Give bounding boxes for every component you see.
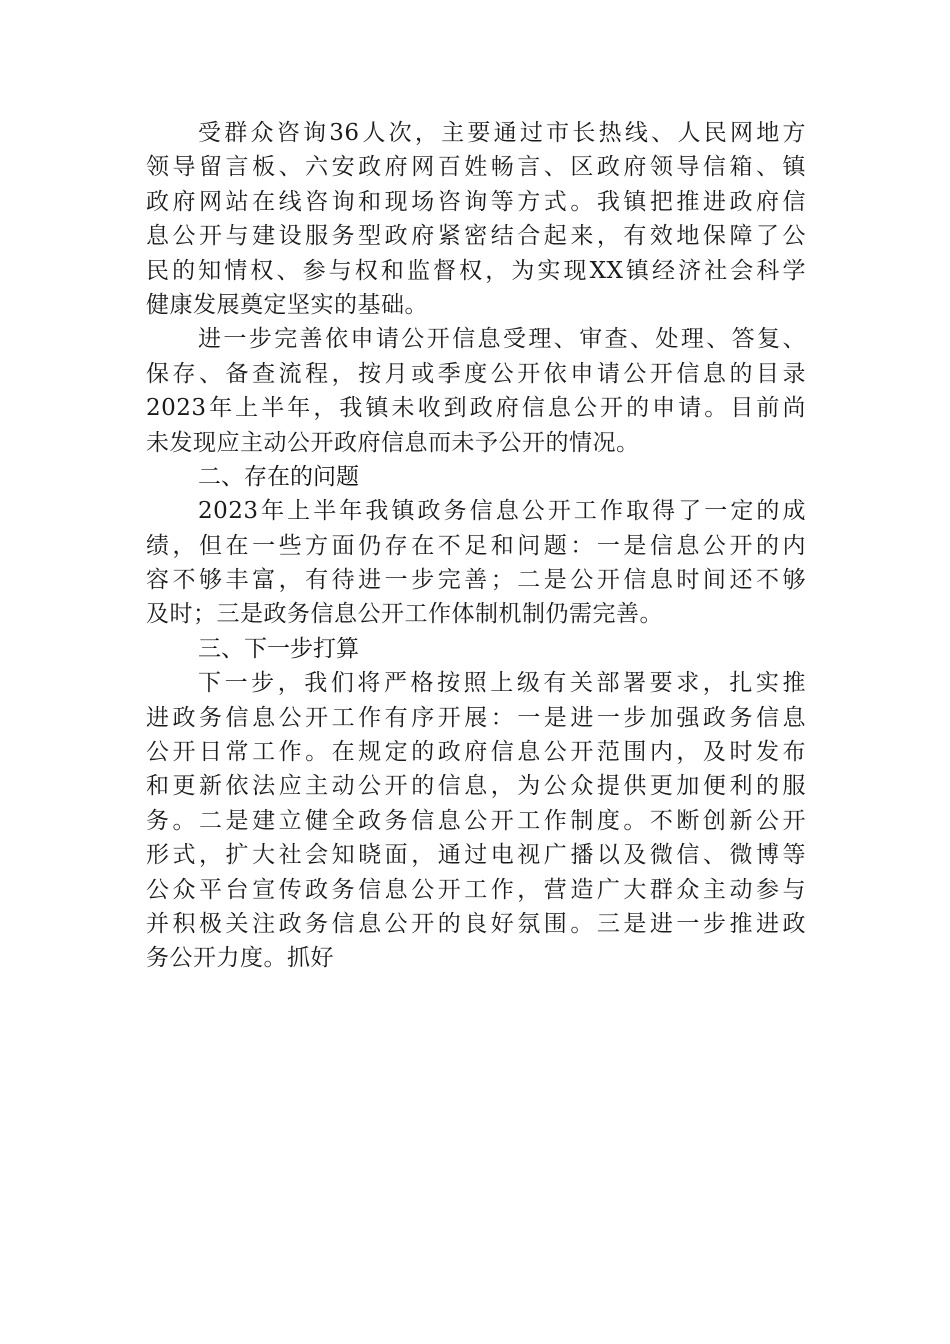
text-line: 并积极关注政务信息公开的良好氛围。三是进一步推进政 — [146, 910, 806, 937]
text-line: 和更新依法应主动公开的信息，为公众提供更加便利的服 — [146, 773, 806, 800]
text-line: 容不够丰富，有待进一步完善；二是公开信息时间还不够 — [146, 567, 806, 594]
paragraph-problems — [146, 494, 806, 632]
text-line: 进政务信息公开工作有序开展：一是进一步加强政务信息 — [146, 704, 806, 731]
text-line: 政府网站在线咨询和现场咨询等方式。我镇把推进政府信 — [146, 188, 806, 215]
section-heading-next-steps: 三、下一步打算 — [198, 635, 359, 662]
text-line: 进一步完善依申请公开信息受理、审查、处理、答复、 — [198, 326, 806, 353]
text-line: 受群众咨询36人次，主要通过市长热线、人民网地方 — [198, 120, 806, 146]
text-line: 2023年上半年，我镇未收到政府信息公开的申请。目前尚 — [146, 395, 806, 422]
paragraph-application-process — [146, 322, 806, 460]
paragraph-consultation — [146, 116, 806, 322]
text-line: 务公开力度。抓好 — [146, 945, 334, 972]
text-line: 公开日常工作。在规定的政府信息公开范围内，及时发布 — [146, 739, 806, 766]
text-line: 息公开与建设服务型政府紧密结合起来，有效地保障了公 — [146, 223, 806, 250]
text-line: 务。二是建立健全政务信息公开工作制度。不断创新公开 — [146, 807, 806, 834]
text-line: 健康发展奠定坚实的基础。 — [146, 291, 428, 318]
text-line: 民的知情权、参与权和监督权，为实现XX镇经济社会科学 — [146, 257, 806, 284]
text-line: 及时；三是政务信息公开工作体制机制仍需完善。 — [146, 601, 663, 628]
text-line: 公众平台宣传政务信息公开工作，营造广大群众主动参与 — [146, 876, 806, 903]
text-line: 下一步，我们将严格按照上级有关部署要求，扎实推 — [198, 670, 806, 697]
text-line: 未发现应主动公开政府信息而未予公开的情况。 — [146, 429, 640, 456]
text-line: 保存、备查流程，按月或季度公开依申请公开信息的目录 — [146, 360, 806, 387]
text-line: 绩，但在一些方面仍存在不足和问题：一是信息公开的内 — [146, 532, 806, 559]
text-line: 领导留言板、六安政府网百姓畅言、区政府领导信箱、镇 — [146, 154, 806, 181]
text-line: 形式，扩大社会知晓面，通过电视广播以及微信、微博等 — [146, 842, 806, 869]
paragraph-next-steps — [146, 666, 806, 976]
text-line: 2023年上半年我镇政务信息公开工作取得了一定的成 — [198, 498, 806, 525]
document-body — [146, 116, 806, 976]
section-heading-problems: 二、存在的问题 — [198, 463, 359, 490]
